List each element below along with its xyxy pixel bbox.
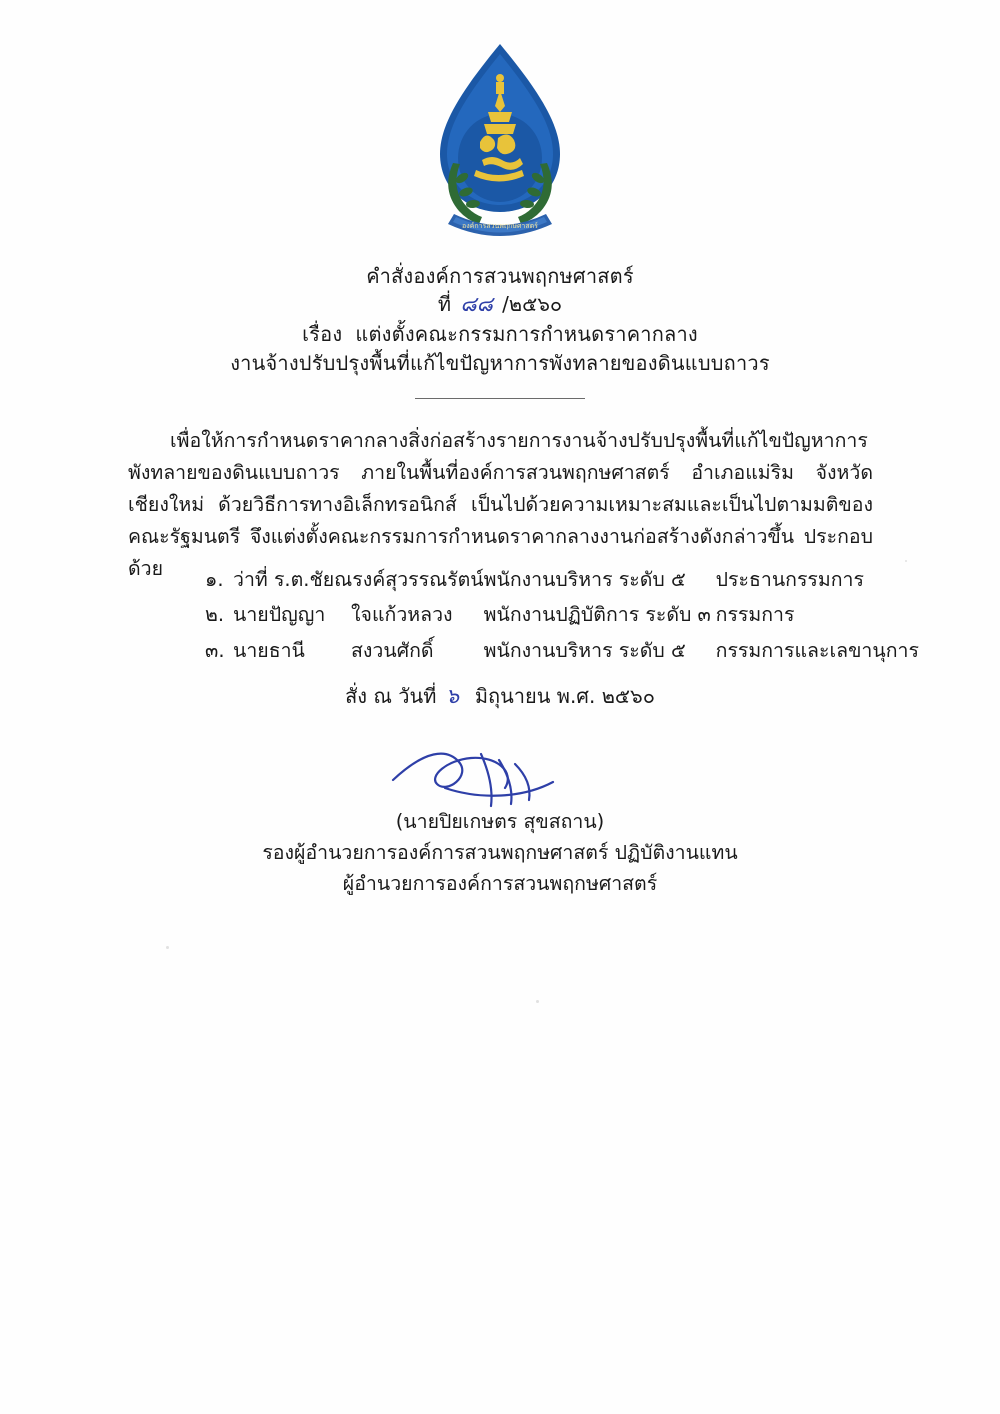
emblem-container bbox=[0, 38, 1000, 253]
committee-number: ๓. bbox=[205, 638, 225, 662]
date-rest: มิถุนายน พ.ศ. ๒๕๖๐ bbox=[474, 684, 655, 708]
committee-number: ๒. bbox=[205, 603, 225, 627]
scan-speck bbox=[905, 560, 907, 562]
order-date-line bbox=[0, 680, 1000, 713]
committee-position: พนักงานบริหาร ระดับ ๕ bbox=[483, 568, 686, 591]
order-number-year: /๒๕๖๐ bbox=[502, 292, 563, 317]
committee-position: พนักงานปฏิบัติการ ระดับ ๓ bbox=[483, 603, 711, 627]
document-title: คำสั่งองค์การสวนพฤกษศาสตร์ bbox=[366, 264, 634, 288]
subject-label: เรื่อง bbox=[302, 322, 343, 347]
signer-name: (นายปิยเกษตร สุขสถาน) bbox=[395, 810, 605, 833]
order-number-label: ที่ bbox=[437, 292, 452, 317]
list-item bbox=[205, 597, 919, 632]
scan-speck bbox=[166, 946, 169, 949]
committee-name-last: ใจแก้วหลวง bbox=[351, 603, 453, 627]
document-heading bbox=[0, 262, 1000, 377]
committee-name bbox=[233, 562, 484, 597]
committee-name-last: สงวนศักดิ์ bbox=[351, 638, 434, 662]
date-day-handwritten: ๖ bbox=[445, 684, 460, 708]
committee-number: ๑. bbox=[205, 568, 224, 591]
list-item bbox=[205, 562, 919, 597]
committee-name-first: นายปัญญา bbox=[233, 603, 326, 627]
committee-role: กรรมการและเลขานุการ bbox=[715, 638, 919, 662]
committee-list bbox=[205, 562, 965, 668]
date-prefix: สั่ง ณ วันที่ bbox=[345, 684, 437, 708]
committee-role: กรรมการ bbox=[715, 603, 795, 627]
subject-text: แต่งตั้งคณะกรรมการกำหนดราคากลาง bbox=[355, 322, 698, 347]
committee-name-first: นายธานี bbox=[233, 638, 305, 662]
signer-title-line-2: ผู้อำนวยการองค์การสวนพฤกษศาสตร์ bbox=[342, 872, 658, 896]
scan-speck bbox=[536, 1000, 539, 1003]
svg-text:องค์การสวนพฤกษศาสตร์: องค์การสวนพฤกษศาสตร์ bbox=[462, 222, 538, 230]
committee-role: ประธานกรรมการ bbox=[715, 568, 864, 591]
committee-position: พนักงานบริหาร ระดับ ๕ bbox=[483, 638, 686, 662]
subject-line-1 bbox=[0, 320, 1000, 348]
signer-title-line-1: รองผู้อำนวยการองค์การสวนพฤกษศาสตร์ ปฏิบัติงานแทน bbox=[262, 841, 738, 865]
order-number-handwritten: ๘๘ bbox=[460, 292, 493, 317]
signer-block bbox=[0, 806, 1000, 900]
committee-name bbox=[233, 633, 484, 668]
committee-name bbox=[233, 597, 484, 632]
order-number-line bbox=[0, 290, 1000, 320]
subject-line-2: งานจ้างปรับปรุงพื้นที่แก้ไขปัญหาการพังทลายของดินแบบถาวร bbox=[230, 350, 770, 375]
body-paragraph bbox=[128, 425, 873, 585]
botanical-garden-organization-emblem bbox=[410, 38, 590, 253]
body-text: เพื่อให้การกำหนดราคากลางสิ่งก่อสร้างรายการงานจ้างปรับปรุงพื้นที่แก้ไขปัญหาการพังทลายของดินแบบถาวร ภายในพื้นที่องค์การสวนพฤกษศาสตร์ อำเภอแม่ริม จังหวัดเชียงใหม่ ด้วยวิธีการทางอิเล็กทรอนิกส์ เป็นไปด้วยความเหมาะสมและเป็นไปตามมติของคณะรัฐมนตรี จึงแต่งตั้งคณะกรรมการกำหนดราคากลางงานก่อสร้างดังกล่าวขึ้น ประกอบด้วย bbox=[128, 429, 873, 580]
committee-name-first: ว่าที่ ร.ต.ชัยณรงค์ bbox=[233, 568, 386, 591]
committee-name-last: สุวรรณรัตน์ bbox=[385, 568, 484, 591]
list-item bbox=[205, 633, 919, 668]
heading-divider bbox=[415, 398, 585, 399]
